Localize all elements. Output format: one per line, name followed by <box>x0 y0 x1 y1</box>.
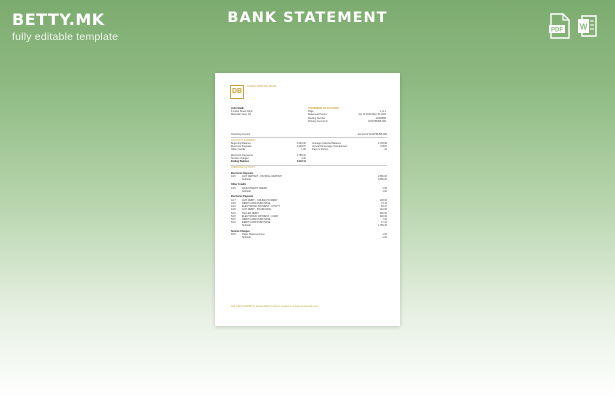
cell-amount: 1.00 <box>382 233 387 237</box>
cell-amount: 1,789.32 <box>377 224 387 228</box>
cell-date: 4/24 <box>231 205 236 209</box>
cell-desc: DEBIT CARD PURCHASE <box>242 217 271 221</box>
cell-date: 5/01 <box>231 211 236 215</box>
cell-amount: 1.00 <box>382 186 387 190</box>
section-title: Other Credits <box>231 183 247 187</box>
activity-section <box>231 172 387 182</box>
activity-sections <box>231 172 387 240</box>
cell-amount: 1.00 <box>382 189 387 193</box>
activity-section <box>231 183 387 193</box>
cell-desc: Paper Statement Fee <box>242 233 265 237</box>
statement-body: Checking Account Account # 0219756398 000 ACCOUNT SUMMARY Beginning Balance 3,390.00 Electronic Deposits 3,468.97 Other Credits 1.00 Average Collected Balance 1,136.98 Annual Percentage Yield Earned 0.00% Days in Period 31 Electronic Payments 1,789.32 Service Charges 1.00 Ending Balance 1,042.11 CHECKING ACTIVITY Electronic Deposits 4/15 ACH DEPOSIT - PAYROLL DEPOSIT 1,880.00 Subtotal 1,880.00 Other Credits 4/15 ADJUSTMENT CREDIT 1.00 Subtotal 1.00 Electronic Payment 4/17 ACH DEBIT - ONLINE PAYMENT 108.00 4/20 DEBIT CARD PURCHASE 72.14 4/24 ELECTRONIC PAYMENT - UTILITY 56.37 4/26 ACH DEBIT - INSURANCE 142.00 5/01 TELLER DEBIT 500.00 5/03 ELECTRONIC PAYMENT - CARD 320.00 5/07 DEBIT CARD PURCHASE 7.00 5/10 DEBIT CARD PURCHASE 17.22 Subtotal 1,789.32 Service Charges 5/15 Paper Statement Fee 1.00 Subtotal 1.00 <box>231 133 387 240</box>
cell-date <box>231 224 239 227</box>
statement-footer: Call 1-800-1-000000 for 24-hour Bank by Phone services or connect to www.dcb.com <box>231 306 318 308</box>
cell-desc: DEBIT CARD PURCHASE <box>242 201 271 205</box>
summary-heading: ACCOUNT SUMMARY <box>231 138 256 142</box>
cell-desc: ACH DEBIT - ONLINE PAYMENT <box>242 198 278 202</box>
table-row <box>231 236 387 239</box>
pdf-file-icon[interactable] <box>548 13 571 39</box>
cell-date: 4/17 <box>231 198 236 202</box>
cell-desc: Subtotal <box>242 236 251 240</box>
page-title: BANK STATEMENT <box>227 10 388 26</box>
customer-block: John Smith 8 Celso Street Clinic Mountain View, CA <box>231 107 253 117</box>
statement-meta: STATEMENT OF ACCOUNT Page 1 of 1 Statement Period Apr 15 2023-May 15 2023 Routing Number 11094856 Primary Account # 0219756398 000 <box>308 107 386 123</box>
cell-amount: 56.37 <box>381 205 387 209</box>
cell-date: 4/15 <box>231 174 236 178</box>
activity-section <box>231 230 387 240</box>
cell-amount: 108.00 <box>379 198 387 202</box>
statement-heading: STATEMENT OF ACCOUNT <box>308 107 339 110</box>
statement-preview[interactable] <box>215 73 400 326</box>
cell-amount: 1,880.00 <box>377 174 387 178</box>
activity-section <box>231 195 387 227</box>
cell-date: 5/15 <box>231 233 236 237</box>
cell-desc: ELECTRONIC PAYMENT - CARD <box>242 214 279 218</box>
cell-date: 5/03 <box>231 214 236 218</box>
cell-date: 4/20 <box>231 201 236 205</box>
cell-amount: 17.22 <box>381 221 387 225</box>
cell-desc: Subtotal <box>242 189 251 193</box>
word-file-icon[interactable] <box>577 13 600 39</box>
cell-amount: 7.00 <box>382 217 387 221</box>
cell-desc: ADJUSTMENT CREDIT <box>242 186 268 190</box>
cell-desc: Subtotal <box>242 178 251 182</box>
activity-heading: CHECKING ACTIVITY <box>231 166 255 170</box>
cell-amount: 142.00 <box>379 208 387 212</box>
svg-text:PDF: PDF <box>551 27 563 34</box>
cell-desc: ELECTRONIC PAYMENT - UTILITY <box>242 205 281 209</box>
cell-desc: ACH DEBIT - INSURANCE <box>242 208 271 212</box>
cell-amount: 1,880.00 <box>377 178 387 182</box>
cell-date: 4/15 <box>231 186 236 190</box>
svg-text:W: W <box>579 22 588 32</box>
cell-date: 4/26 <box>231 208 236 212</box>
brand-logo[interactable]: BETTY.MK <box>12 10 105 29</box>
table-row <box>231 224 387 227</box>
cell-date <box>231 178 239 181</box>
cell-amount: 1.00 <box>382 236 387 240</box>
cell-desc: Subtotal <box>242 224 251 228</box>
cell-amount: 72.14 <box>381 201 387 205</box>
cell-desc: ACH DEPOSIT - PAYROLL DEPOSIT <box>242 174 283 178</box>
bank-name: DHAKA CENTRAL BANK <box>247 85 277 88</box>
table-row <box>231 178 387 181</box>
bank-logo: DB <box>230 85 244 99</box>
cell-amount: 320.00 <box>379 214 387 218</box>
section-title: Electronic Deposits <box>231 171 254 175</box>
cell-date <box>231 190 239 193</box>
cell-date: 5/10 <box>231 221 236 225</box>
table-row <box>231 190 387 193</box>
section-title: Service Charges <box>231 229 250 233</box>
brand-tagline: fully editable template <box>12 31 119 43</box>
cell-amount: 500.00 <box>379 211 387 215</box>
section-title: Electronic Payment <box>231 195 254 199</box>
cell-desc: DEBIT CARD PURCHASE <box>242 221 271 225</box>
cell-date: 5/07 <box>231 217 236 221</box>
cell-date <box>231 236 239 239</box>
cell-desc: TELLER DEBIT <box>242 211 259 215</box>
